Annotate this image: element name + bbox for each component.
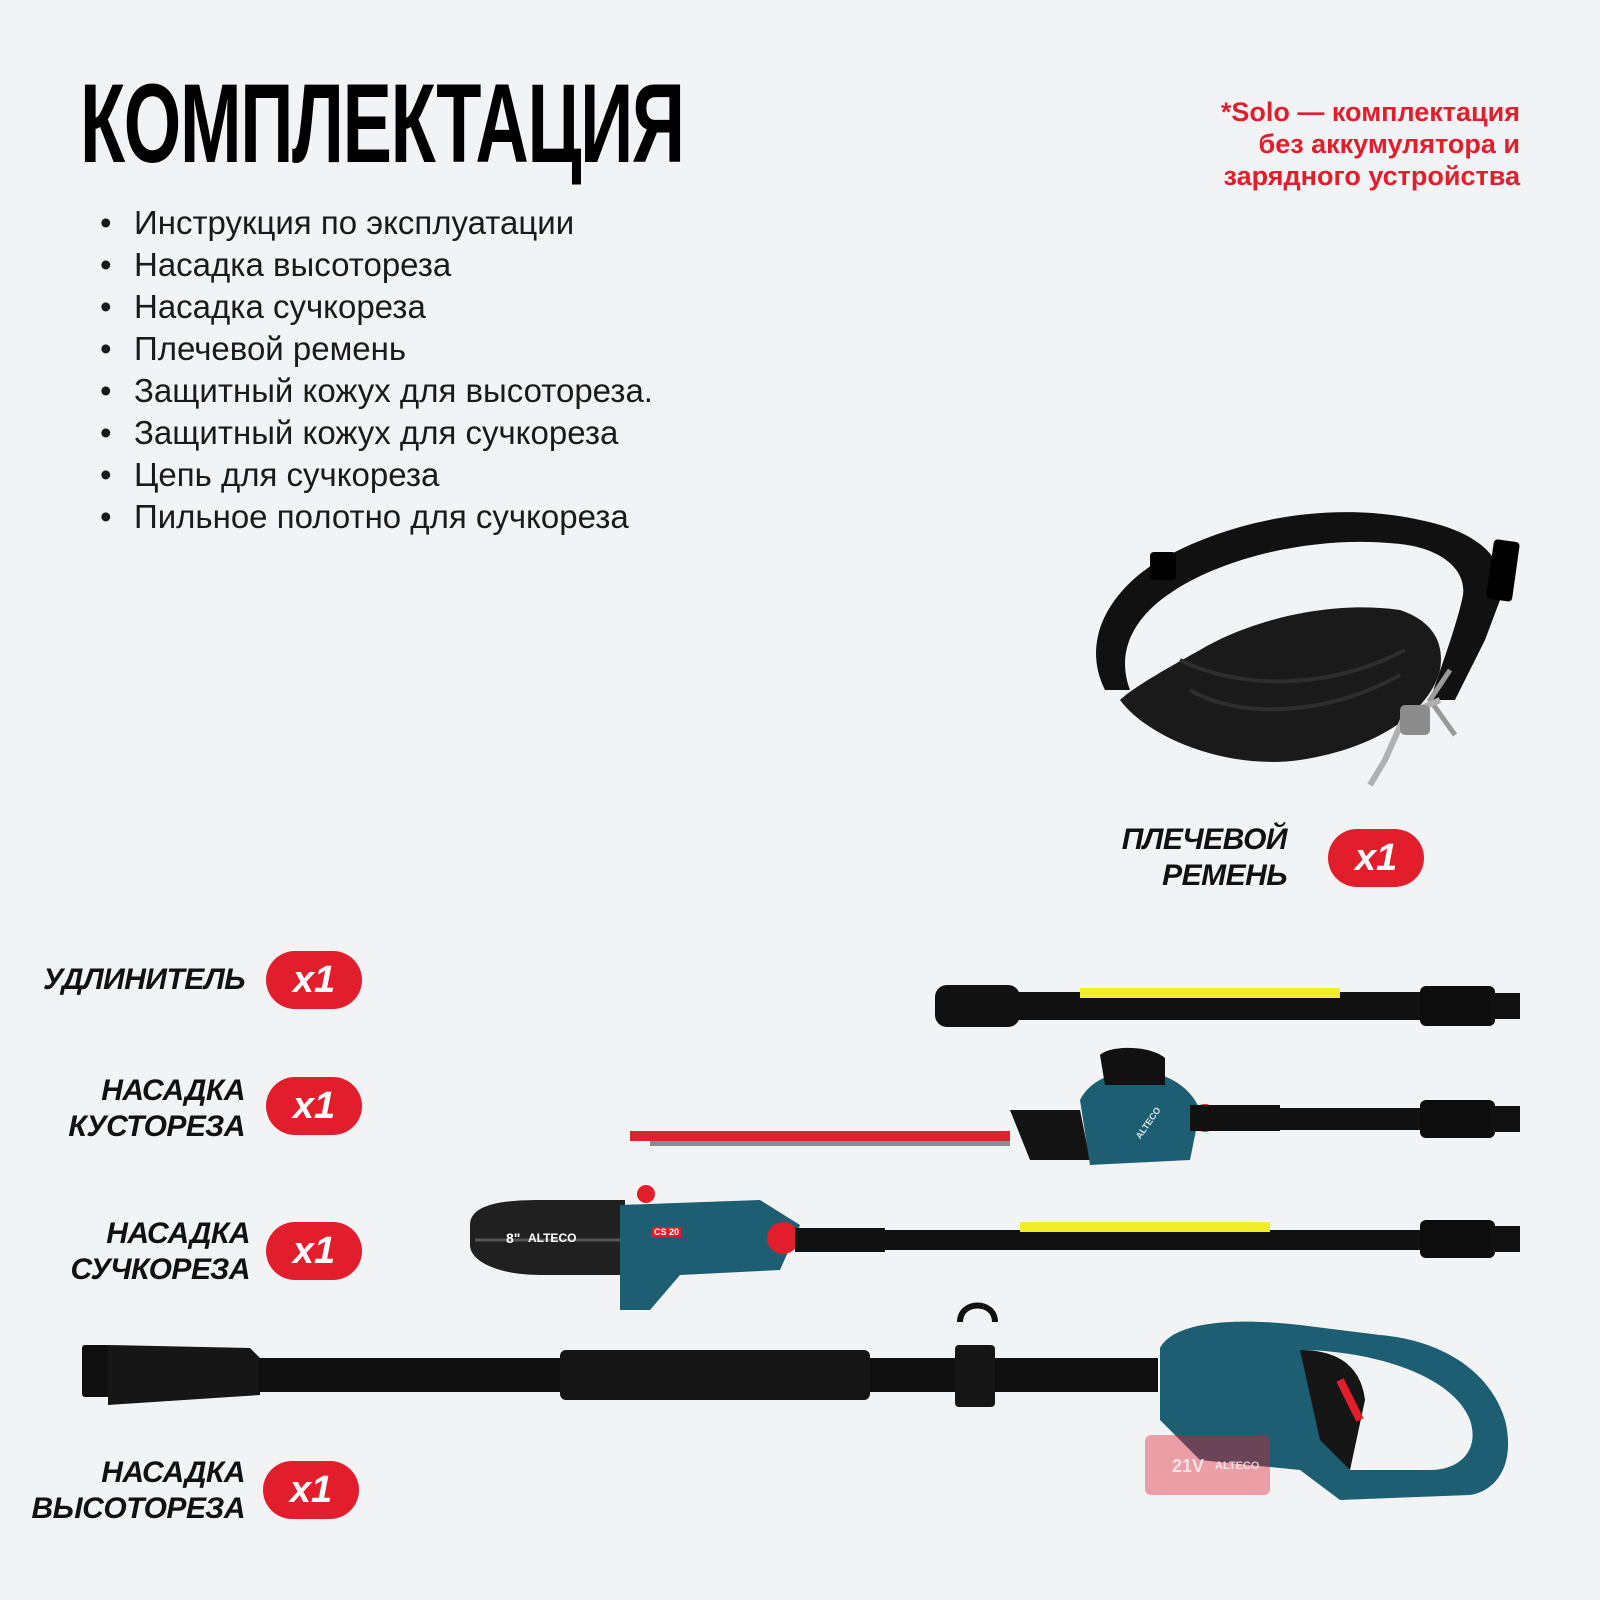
list-item: • Защитный кожух для сучкореза: [100, 412, 653, 454]
hedge-brand-mark: ALTECO: [1133, 1105, 1163, 1141]
strap-label: [1122, 822, 1287, 894]
extension-label-line: УДЛИНИТЕЛЬ: [43, 963, 245, 996]
battery-brand-mark: ALTECO: [1215, 1460, 1260, 1472]
hedge-qty-badge: x1: [266, 1077, 362, 1135]
pole-qty-badge: x1: [263, 1461, 359, 1519]
list-item: • Пильное полотно для сучкореза: [100, 496, 653, 538]
hedge-trimmer-image: [630, 1048, 1520, 1165]
pruner-label-line: СУЧКОРЕЗА: [70, 1253, 250, 1286]
pole-label-line: НАСАДКА: [101, 1456, 245, 1489]
pruner-label-line: НАСАДКА: [106, 1217, 250, 1250]
hedge-label-line: НАСАДКА: [101, 1074, 245, 1107]
list-item: • Инструкция по эксплуатации: [100, 202, 653, 244]
page-title: КОМПЛЕКТАЦИЯ: [80, 61, 684, 186]
pruner-qty-badge: x1: [266, 1222, 362, 1280]
list-item: • Насадка сучкореза: [100, 286, 653, 328]
pole-label-line: ВЫСОТОРЕЗА: [31, 1492, 245, 1525]
solo-note-line: *Solo — комплектация: [1220, 97, 1520, 127]
extension-qty-badge: x1: [266, 951, 362, 1009]
battery-voltage-mark: 21V: [1172, 1456, 1205, 1476]
strap-label-line: ПЛЕЧЕВОЙ: [1121, 823, 1287, 856]
chain-size-mark: 8": [506, 1230, 521, 1246]
list-item: • Защитный кожух для высотореза.: [100, 370, 653, 412]
solo-note-line: без аккумулятора и: [1258, 129, 1520, 159]
extension-label: [43, 962, 245, 998]
pole-saw-image: [470, 1185, 1520, 1310]
hedge-label: [68, 1073, 245, 1145]
list-item: • Цепь для сучкореза: [100, 454, 653, 496]
strap-label-line: РЕМЕНЬ: [1162, 859, 1287, 892]
list-item: • Насадка высотореза: [100, 244, 653, 286]
pole-label: [32, 1455, 246, 1527]
solo-note-line: зарядного устройства: [1223, 161, 1520, 191]
saw-brand-mark: ALTECO: [528, 1231, 577, 1245]
pruner-label: [70, 1216, 250, 1288]
hedge-label-line: КУСТОРЕЗА: [68, 1110, 245, 1143]
extension-pole-image: [935, 985, 1520, 1027]
strap-qty-badge: x1: [1328, 829, 1424, 887]
shoulder-strap-image: [1096, 512, 1520, 785]
saw-model-mark: CS 20: [654, 1227, 680, 1237]
list-item: • Плечевой ремень: [100, 328, 653, 370]
